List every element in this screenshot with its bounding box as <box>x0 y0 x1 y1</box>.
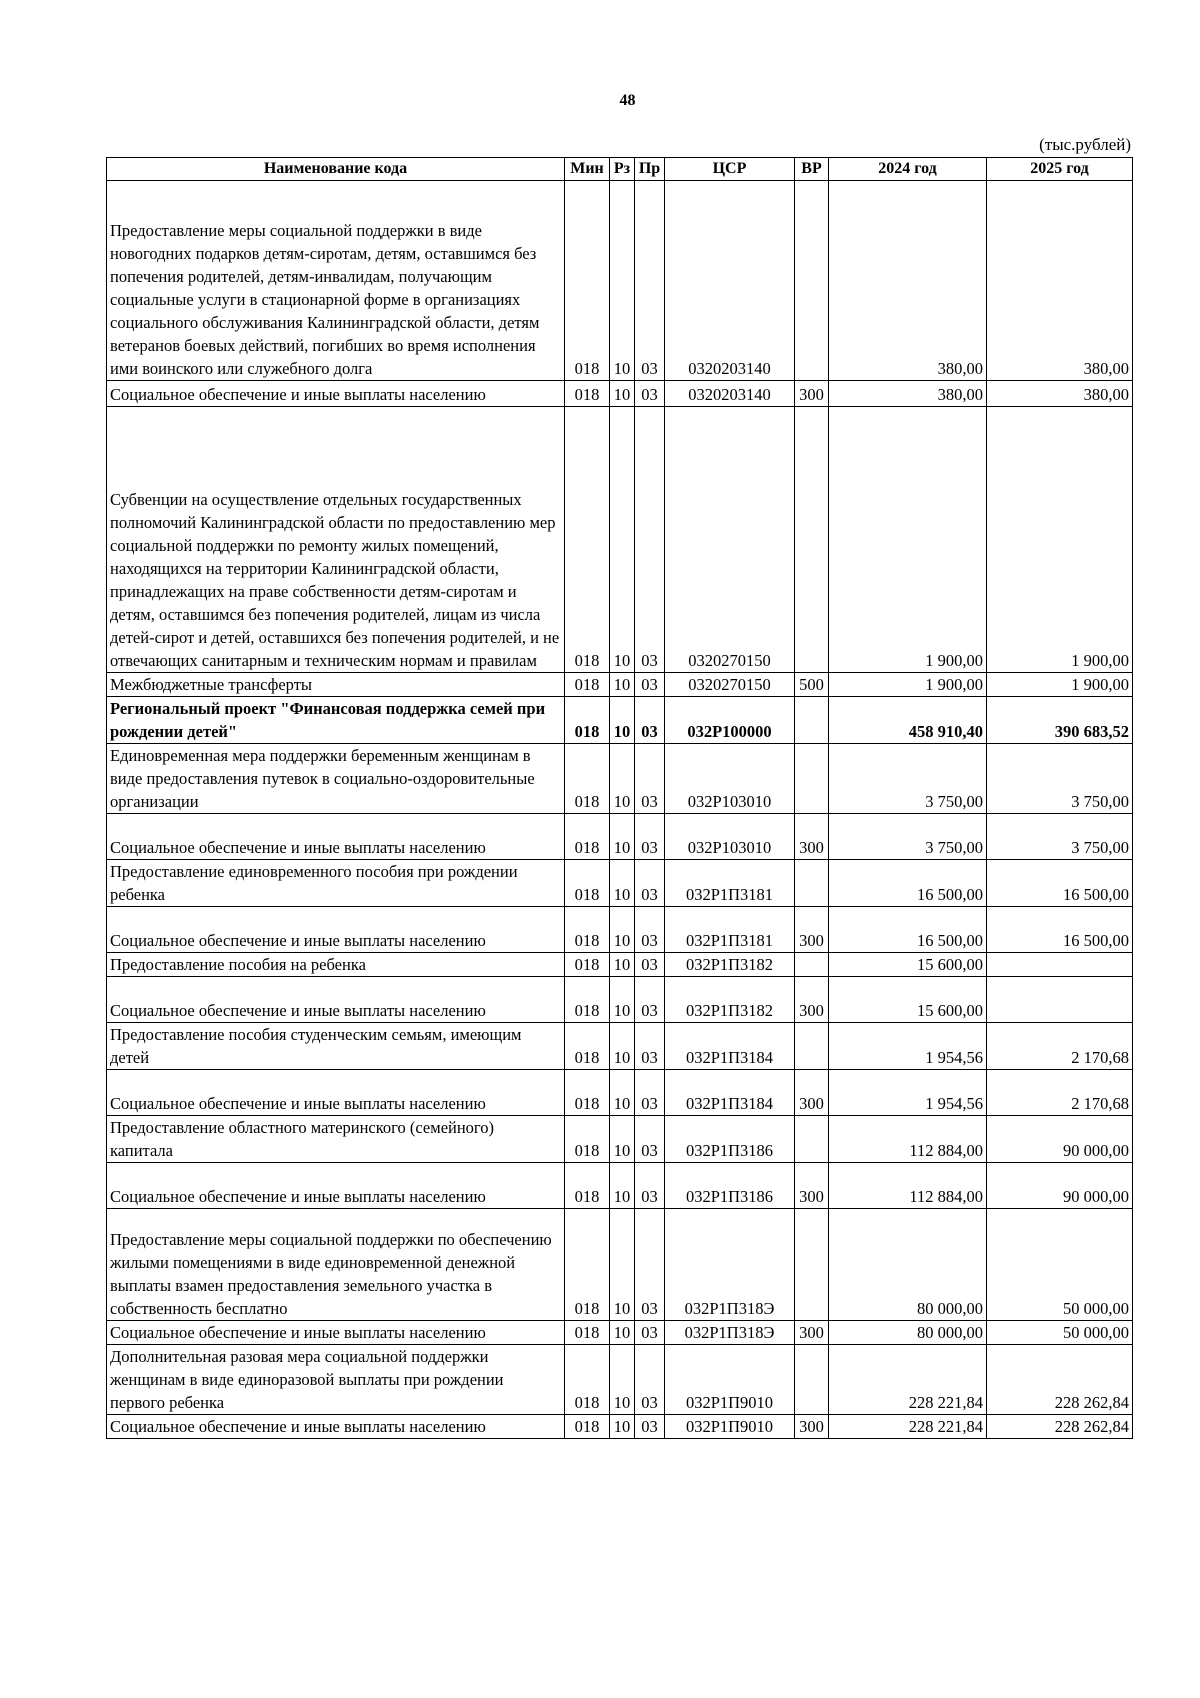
row-pr-cell: 03 <box>635 953 665 977</box>
table-row <box>107 860 1133 907</box>
row-vr-cell <box>795 1345 829 1415</box>
row-vr-cell <box>795 697 829 744</box>
row-csr-cell: 032P1П9010 <box>665 1415 795 1439</box>
row-vr-cell <box>795 407 829 673</box>
row-rz-cell: 10 <box>610 1116 635 1163</box>
row-2024-cell: 228 221,84 <box>829 1345 987 1415</box>
row-rz-cell: 10 <box>610 1163 635 1209</box>
table-row <box>107 697 1133 744</box>
table-row <box>107 744 1133 814</box>
row-2024-cell: 1 900,00 <box>829 673 987 697</box>
row-pr-cell: 03 <box>635 673 665 697</box>
row-pr-cell: 03 <box>635 1070 665 1116</box>
row-min-cell: 018 <box>565 1023 610 1070</box>
row-rz-cell: 10 <box>610 1321 635 1345</box>
header-2024: 2024 год <box>829 158 987 181</box>
row-pr-cell: 03 <box>635 697 665 744</box>
row-2024-cell: 112 884,00 <box>829 1163 987 1209</box>
row-2025-cell: 1 900,00 <box>987 407 1133 673</box>
row-csr-cell: 032P1П318Э <box>665 1209 795 1321</box>
row-rz-cell: 10 <box>610 181 635 381</box>
row-min-cell: 018 <box>565 1070 610 1116</box>
row-2025-cell: 228 262,84 <box>987 1345 1133 1415</box>
row-2024-cell: 3 750,00 <box>829 814 987 860</box>
row-csr-cell: 032P1П3186 <box>665 1163 795 1209</box>
row-2024-cell: 1 954,56 <box>829 1070 987 1116</box>
row-2025-cell <box>987 977 1133 1023</box>
row-2025-cell: 90 000,00 <box>987 1163 1133 1209</box>
row-name-cell: Социальное обеспечение и иные выплаты населению <box>107 814 565 860</box>
row-name-cell: Региональный проект "Финансовая поддержка семей при рождении детей" <box>107 697 565 744</box>
row-rz-cell: 10 <box>610 1345 635 1415</box>
row-csr-cell: 032P1П318Э <box>665 1321 795 1345</box>
row-2025-cell: 16 500,00 <box>987 860 1133 907</box>
row-csr-cell: 032P1П3182 <box>665 953 795 977</box>
row-min-cell: 018 <box>565 407 610 673</box>
table-row <box>107 673 1133 697</box>
row-name-cell: Субвенции на осуществление отдельных государственных полномочий Калининградской области по предоставлению мер социальной поддержки по ремонту жилых помещений, находящихся на территории Калининградской области, принадлежащих на праве собственности детям-сиротам и детям, оставшимся без попечения родителей, лицам из числа детей-сирот и детей, оставшихся без попечения родителей, и не отвечающих санитарным и техническим нормам и правилам <box>107 407 565 673</box>
row-2025-cell: 390 683,52 <box>987 697 1133 744</box>
header-rz: Рз <box>610 158 635 181</box>
row-pr-cell: 03 <box>635 1209 665 1321</box>
row-csr-cell: 032P103010 <box>665 814 795 860</box>
row-pr-cell: 03 <box>635 1415 665 1439</box>
row-min-cell: 018 <box>565 977 610 1023</box>
row-csr-cell: 032P1П9010 <box>665 1345 795 1415</box>
table-row <box>107 407 1133 673</box>
row-vr-cell: 300 <box>795 977 829 1023</box>
row-2025-cell: 3 750,00 <box>987 814 1133 860</box>
table-row <box>107 1116 1133 1163</box>
row-2024-cell: 15 600,00 <box>829 977 987 1023</box>
row-name-cell: Предоставление пособия на ребенка <box>107 953 565 977</box>
row-csr-cell: 032P1П3186 <box>665 1116 795 1163</box>
table-row <box>107 381 1133 407</box>
row-csr-cell: 032P1П3184 <box>665 1070 795 1116</box>
row-2025-cell: 2 170,68 <box>987 1023 1133 1070</box>
row-name-cell: Предоставление единовременного пособия при рождении ребенка <box>107 860 565 907</box>
header-pr: Пр <box>635 158 665 181</box>
table-header-row <box>107 158 1133 181</box>
row-min-cell: 018 <box>565 744 610 814</box>
row-min-cell: 018 <box>565 1163 610 1209</box>
row-vr-cell: 300 <box>795 1321 829 1345</box>
row-2024-cell: 1 954,56 <box>829 1023 987 1070</box>
row-min-cell: 018 <box>565 1345 610 1415</box>
row-rz-cell: 10 <box>610 673 635 697</box>
row-name-cell: Социальное обеспечение и иные выплаты населению <box>107 381 565 407</box>
row-rz-cell: 10 <box>610 907 635 953</box>
budget-table <box>106 157 1133 1439</box>
row-csr-cell: 0320203140 <box>665 181 795 381</box>
table-row <box>107 181 1133 381</box>
row-vr-cell: 500 <box>795 673 829 697</box>
row-2024-cell: 380,00 <box>829 381 987 407</box>
row-name-cell: Межбюджетные трансферты <box>107 673 565 697</box>
row-2024-cell: 380,00 <box>829 181 987 381</box>
units-label: (тыс.рублей) <box>1039 135 1131 154</box>
row-vr-cell: 300 <box>795 1070 829 1116</box>
row-rz-cell: 10 <box>610 744 635 814</box>
row-min-cell: 018 <box>565 381 610 407</box>
row-pr-cell: 03 <box>635 181 665 381</box>
header-vr: ВР <box>795 158 829 181</box>
row-2025-cell: 50 000,00 <box>987 1209 1133 1321</box>
row-name-cell: Социальное обеспечение и иные выплаты населению <box>107 1415 565 1439</box>
row-csr-cell: 032P1П3181 <box>665 907 795 953</box>
table-row <box>107 1321 1133 1345</box>
row-2025-cell: 380,00 <box>987 181 1133 381</box>
table-row <box>107 1415 1133 1439</box>
row-min-cell: 018 <box>565 697 610 744</box>
row-rz-cell: 10 <box>610 1415 635 1439</box>
row-pr-cell: 03 <box>635 977 665 1023</box>
row-rz-cell: 10 <box>610 814 635 860</box>
row-vr-cell: 300 <box>795 381 829 407</box>
row-2025-cell: 228 262,84 <box>987 1415 1133 1439</box>
row-pr-cell: 03 <box>635 1163 665 1209</box>
row-vr-cell <box>795 860 829 907</box>
table-row <box>107 1163 1133 1209</box>
row-rz-cell: 10 <box>610 1023 635 1070</box>
row-2025-cell: 16 500,00 <box>987 907 1133 953</box>
row-vr-cell: 300 <box>795 814 829 860</box>
row-2025-cell <box>987 953 1133 977</box>
row-name-cell: Социальное обеспечение и иные выплаты населению <box>107 907 565 953</box>
row-name-cell: Дополнительная разовая мера социальной поддержки женщинам в виде единоразовой выплаты при рождении первого ребенка <box>107 1345 565 1415</box>
row-2024-cell: 3 750,00 <box>829 744 987 814</box>
row-2025-cell: 2 170,68 <box>987 1070 1133 1116</box>
row-min-cell: 018 <box>565 953 610 977</box>
row-min-cell: 018 <box>565 907 610 953</box>
row-min-cell: 018 <box>565 1415 610 1439</box>
row-name-cell: Предоставление меры социальной поддержки в виде новогодних подарков детям-сиротам, детям, оставшимся без попечения родителей, детям-инвалидам, получающим социальные услуги в стационарной форме в организациях социального обслуживания Калининградской области, детям ветеранов боевых действий, погибших во время исполнения ими воинского или служебного долга <box>107 181 565 381</box>
row-vr-cell <box>795 1209 829 1321</box>
row-min-cell: 018 <box>565 181 610 381</box>
row-pr-cell: 03 <box>635 814 665 860</box>
row-min-cell: 018 <box>565 1116 610 1163</box>
header-min: Мин <box>565 158 610 181</box>
row-2024-cell: 16 500,00 <box>829 860 987 907</box>
row-name-cell: Социальное обеспечение и иные выплаты населению <box>107 977 565 1023</box>
row-rz-cell: 10 <box>610 407 635 673</box>
header-name: Наименование кода <box>107 158 565 181</box>
row-vr-cell <box>795 1116 829 1163</box>
row-rz-cell: 10 <box>610 697 635 744</box>
header-2025: 2025 год <box>987 158 1133 181</box>
row-2024-cell: 458 910,40 <box>829 697 987 744</box>
row-2024-cell: 16 500,00 <box>829 907 987 953</box>
row-name-cell: Предоставление пособия студенческим семьям, имеющим детей <box>107 1023 565 1070</box>
row-min-cell: 018 <box>565 1209 610 1321</box>
row-vr-cell: 300 <box>795 1415 829 1439</box>
row-2024-cell: 15 600,00 <box>829 953 987 977</box>
row-2025-cell: 380,00 <box>987 381 1133 407</box>
row-rz-cell: 10 <box>610 381 635 407</box>
row-2025-cell: 1 900,00 <box>987 673 1133 697</box>
row-2025-cell: 3 750,00 <box>987 744 1133 814</box>
row-pr-cell: 03 <box>635 407 665 673</box>
row-vr-cell <box>795 1023 829 1070</box>
row-pr-cell: 03 <box>635 1023 665 1070</box>
row-csr-cell: 032P103010 <box>665 744 795 814</box>
row-name-cell: Предоставление областного материнского (семейного) капитала <box>107 1116 565 1163</box>
table-row <box>107 1070 1133 1116</box>
row-name-cell: Предоставление меры социальной поддержки по обеспечению жилыми помещениями в виде единовременной денежной выплаты взамен предоставления земельного участка в собственность бесплатно <box>107 1209 565 1321</box>
row-2024-cell: 228 221,84 <box>829 1415 987 1439</box>
table-row <box>107 1209 1133 1321</box>
row-pr-cell: 03 <box>635 860 665 907</box>
row-csr-cell: 032P1П3182 <box>665 977 795 1023</box>
row-pr-cell: 03 <box>635 381 665 407</box>
row-2024-cell: 112 884,00 <box>829 1116 987 1163</box>
row-min-cell: 018 <box>565 1321 610 1345</box>
row-csr-cell: 0320270150 <box>665 673 795 697</box>
row-csr-cell: 0320270150 <box>665 407 795 673</box>
row-pr-cell: 03 <box>635 744 665 814</box>
row-pr-cell: 03 <box>635 1321 665 1345</box>
row-2025-cell: 90 000,00 <box>987 1116 1133 1163</box>
row-csr-cell: 0320203140 <box>665 381 795 407</box>
row-pr-cell: 03 <box>635 907 665 953</box>
header-csr: ЦСР <box>665 158 795 181</box>
row-vr-cell: 300 <box>795 1163 829 1209</box>
table-row <box>107 814 1133 860</box>
row-csr-cell: 032P1П3184 <box>665 1023 795 1070</box>
row-vr-cell: 300 <box>795 907 829 953</box>
row-rz-cell: 10 <box>610 977 635 1023</box>
row-min-cell: 018 <box>565 860 610 907</box>
table-row <box>107 1023 1133 1070</box>
row-rz-cell: 10 <box>610 1070 635 1116</box>
row-2024-cell: 1 900,00 <box>829 407 987 673</box>
row-vr-cell <box>795 181 829 381</box>
row-name-cell: Единовременная мера поддержки беременным женщинам в виде предоставления путевок в социально-оздоровительные организации <box>107 744 565 814</box>
table-row <box>107 977 1133 1023</box>
row-vr-cell <box>795 953 829 977</box>
row-rz-cell: 10 <box>610 860 635 907</box>
row-vr-cell <box>795 744 829 814</box>
row-min-cell: 018 <box>565 814 610 860</box>
row-name-cell: Социальное обеспечение и иные выплаты населению <box>107 1070 565 1116</box>
table-body <box>107 181 1133 1439</box>
table-row <box>107 1345 1133 1415</box>
row-pr-cell: 03 <box>635 1345 665 1415</box>
table-row <box>107 953 1133 977</box>
row-rz-cell: 10 <box>610 1209 635 1321</box>
row-min-cell: 018 <box>565 673 610 697</box>
row-2025-cell: 50 000,00 <box>987 1321 1133 1345</box>
row-name-cell: Социальное обеспечение и иные выплаты населению <box>107 1321 565 1345</box>
page-number: 48 <box>619 92 636 109</box>
row-2024-cell: 80 000,00 <box>829 1321 987 1345</box>
row-csr-cell: 032P100000 <box>665 697 795 744</box>
row-2024-cell: 80 000,00 <box>829 1209 987 1321</box>
table-row <box>107 907 1133 953</box>
row-csr-cell: 032P1П3181 <box>665 860 795 907</box>
row-pr-cell: 03 <box>635 1116 665 1163</box>
row-rz-cell: 10 <box>610 953 635 977</box>
row-name-cell: Социальное обеспечение и иные выплаты населению <box>107 1163 565 1209</box>
